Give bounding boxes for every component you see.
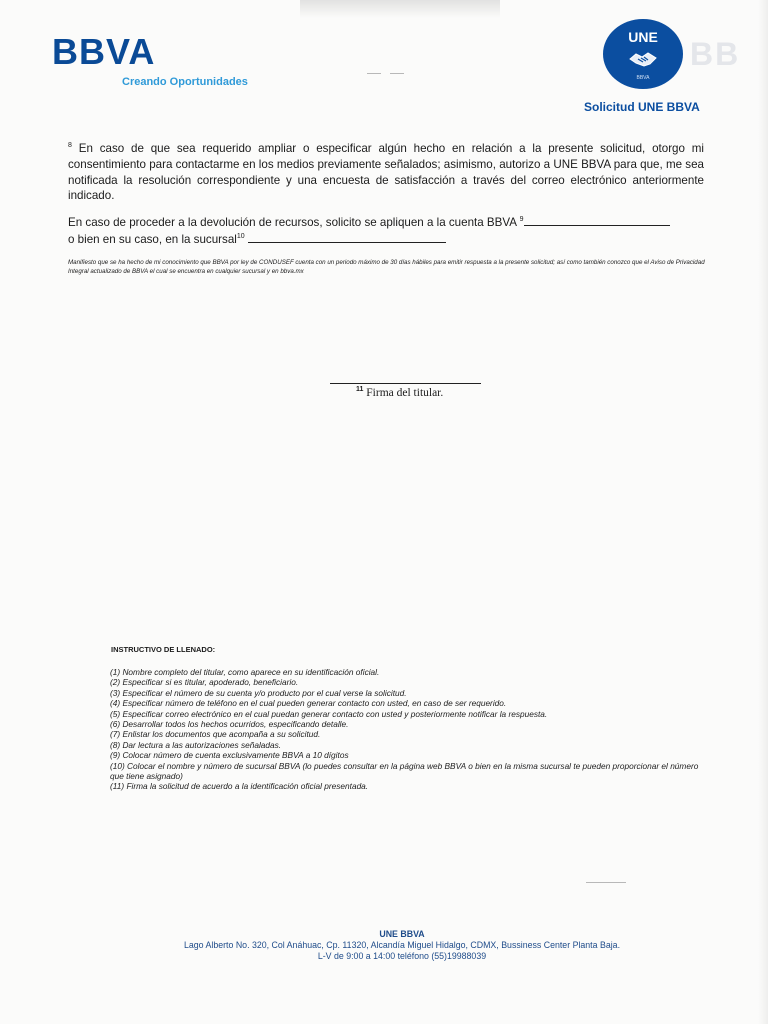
footer-address: Lago Alberto No. 320, Col Anáhuac, Cp. 11320, Alcandía Miguel Hidalgo, CDMX, Bussiness Center Planta Baja. [183,940,621,950]
signature-line[interactable] [330,383,481,384]
list-item: (3) Especificar el número de su cuenta y/o producto por el cual verse la solicitud. [110,687,407,698]
bbva-wordmark: BBVA [52,31,156,72]
list-item: (10) Colocar el nombre y número de sucursal BBVA (lo puedes consultar en la página web BBVA o bien en la misma sucursal te pueden proporcionar el número que tiene asignado) [110,760,699,782]
branch-text: o bien en su caso, en la sucursal [68,232,237,246]
scan-mark [367,73,381,74]
signature-text: Firma del titular. [366,387,444,399]
footer [100,929,704,962]
account-number-field[interactable] [524,215,670,226]
refund-paragraph [68,215,708,248]
bleed-through-watermark: BB [690,36,741,72]
list-item: (6) Desarrollar todos los hechos ocurridos, especificando detalle. [110,719,349,730]
une-logo-subtext: BBVA [636,75,650,81]
list-item: (2) Especificar si es titular, apoderado, beneficiario. [110,677,299,688]
instructions-list [110,667,705,792]
footnote-marker: 9 [519,216,524,224]
footer-hours: L-V de 9:00 a 14:00 teléfono (55)19988039 [317,951,487,961]
une-logo [603,19,683,89]
list-item: (4) Especificar número de teléfono en el cual pueden generar contacto con usted, en caso de ser requerido. [110,698,507,709]
list-item: (1) Nombre completo del titular, como aparece en su identificación oficial. [110,667,380,677]
privacy-notice: Manifiesto que se ha hecho de mi conocimiento que BBVA por ley de CONDUSEF cuenta con un periodo máximo de 30 días hábiles para emitir respuesta a la presente solicitud; así como también conozco que el Aviso de Privacidad Integral actualizado de BBVA el cual se encuentra en cualquier sucursal y en bbva.mx [68,259,705,275]
une-logo-text: UNE [628,29,658,45]
bbva-tagline: Creando Oportunidades [122,76,248,88]
footnote-marker: 11 [356,386,364,394]
scan-edge [758,0,768,1024]
list-item: (8) Dar lectura a las autorizaciones señaladas. [110,739,282,750]
consent-text: En caso de que sea requerido ampliar o especificar algún hecho en relación a la presente solicitud, otorgo mi consentimiento para contactarme en los medios previamente señalados; asimismo, autorizo a UNE BBVA para que, me sea notificada la resolución correspondiente y una encuesta de satisfacción a través del correo electrónico anteriormente indicado. [68,142,704,203]
footnote-marker: 8 [68,142,72,150]
branch-field[interactable] [248,232,446,243]
scan-mark [390,73,404,74]
bbva-logo [52,31,248,88]
refund-text: En caso de proceder a la devolución de recursos, solicito se apliquen a la cuenta BBVA [68,216,517,229]
footer-title: UNE BBVA [379,929,425,939]
handshake-icon [628,47,658,71]
consent-paragraph [68,141,704,204]
list-item: (5) Especificar correo electrónico en el cual puedan generar contacto con usted y posteriormente notificar la respuesta. [110,708,548,719]
list-item: (11) Firma la solicitud de acuerdo a la identificación oficial presentada. [110,781,369,792]
footnote-marker: 10 [236,232,245,240]
list-item: (9) Colocar número de cuenta exclusivamente BBVA a 10 dígitos [110,750,349,761]
document-title: Solicitud UNE BBVA [584,100,700,114]
list-item: (7) Enlistar los documentos que acompaña a su solicitud. [110,729,321,740]
signature-label [356,387,443,399]
scan-shadow [300,0,500,18]
instructions-heading: INSTRUCTIVO DE LLENADO: [111,645,216,654]
scan-mark [586,882,626,883]
